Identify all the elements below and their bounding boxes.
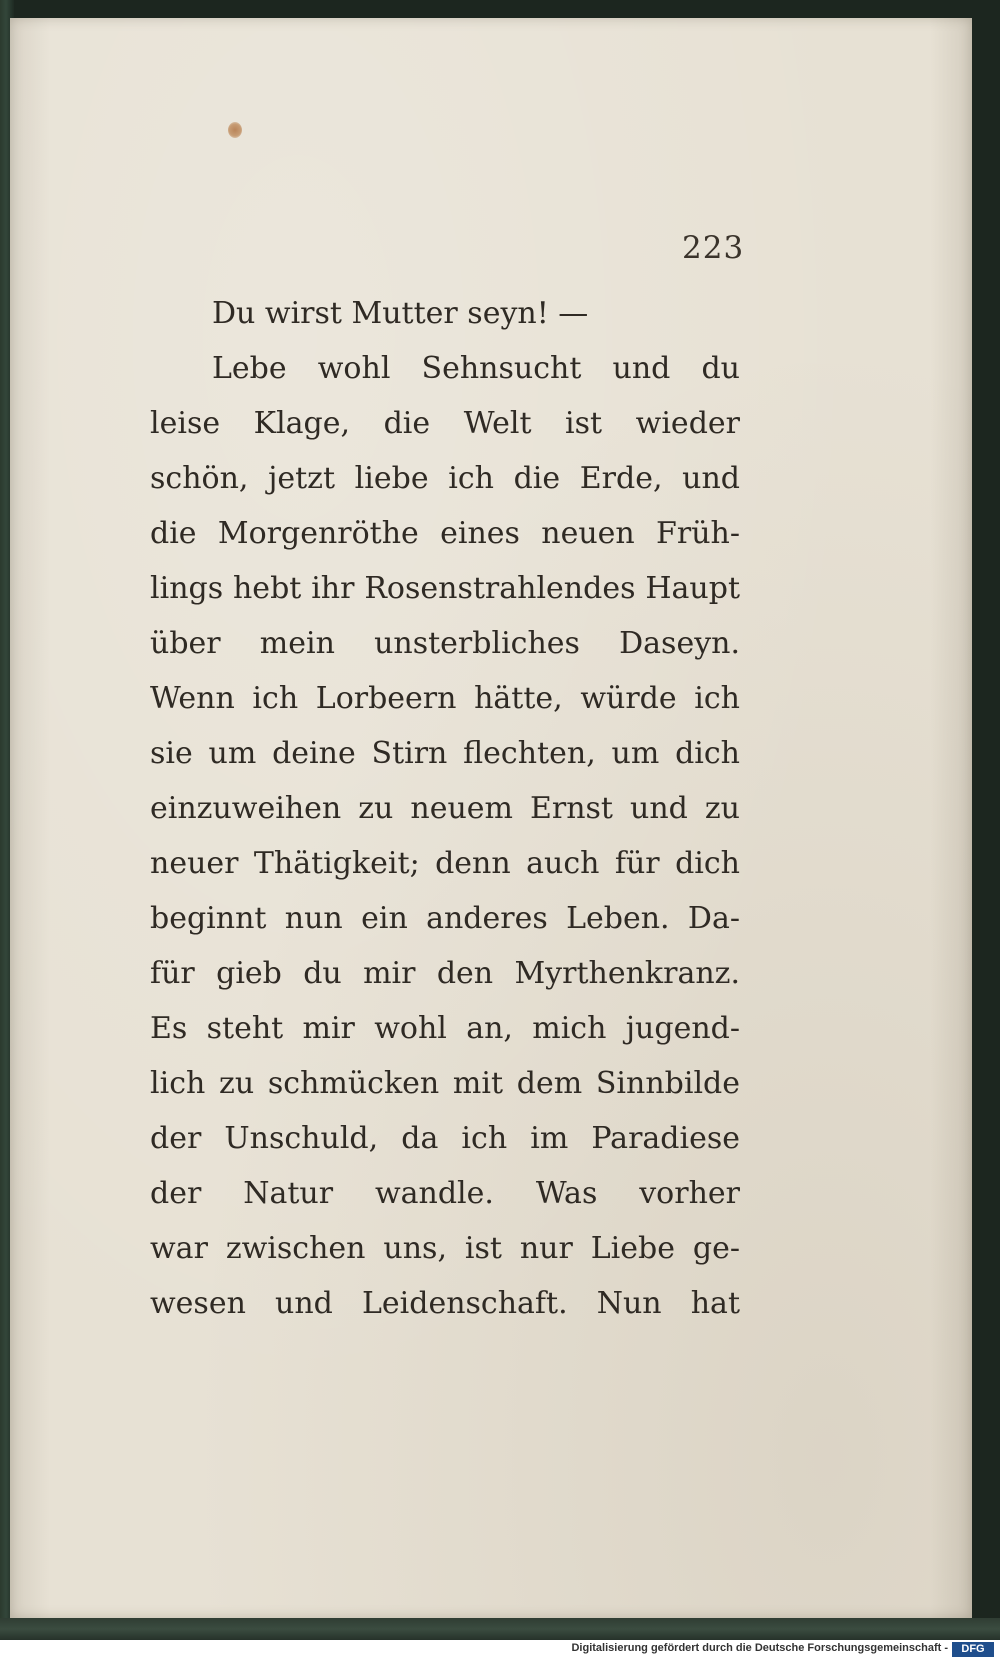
- text-line: der Natur wandle. Was vorher: [150, 1176, 740, 1211]
- text-line: wesen und Leidenschaft. Nun hat: [150, 1286, 740, 1321]
- page-number: 223: [682, 230, 745, 266]
- body-text: [150, 286, 740, 1331]
- text-line: schön, jetzt liebe ich die Erde, und: [150, 461, 740, 496]
- text-line: war zwischen uns, ist nur Liebe ge-: [150, 1231, 740, 1266]
- text-line: lich zu schmücken mit dem Sinnbilde: [150, 1066, 740, 1101]
- text-line: für gieb du mir den Myrthenkranz.: [150, 956, 740, 991]
- text-line: einzuweihen zu neuem Ernst und zu: [150, 791, 740, 826]
- book-cover-edge: [0, 1618, 1000, 1640]
- text-line: Wenn ich Lorbeern hätte, würde ich: [150, 681, 740, 716]
- text-line: lings hebt ihr Rosenstrahlendes Haupt: [150, 571, 740, 606]
- text-line: neuer Thätigkeit; denn auch für dich: [150, 846, 740, 881]
- text-line: die Morgenröthe eines neuen Früh-: [150, 516, 740, 551]
- text-line: über mein unsterbliches Daseyn.: [150, 626, 740, 661]
- text-line: Du wirst Mutter seyn! —: [212, 296, 589, 331]
- digitization-credit: Digitalisierung gefördert durch die Deutsche Forschungsgemeinschaft -: [571, 1642, 948, 1654]
- text-line: Es steht mir wohl an, mich jugend-: [150, 1011, 740, 1046]
- text-line: beginnt nun ein anderes Leben. Da-: [150, 901, 740, 936]
- text-line: leise Klage, die Welt ist wieder: [150, 406, 740, 441]
- text-line: sie um deine Stirn flechten, um dich: [150, 736, 740, 771]
- foxing-stain: [228, 122, 242, 138]
- text-line: Lebe wohl Sehnsucht und du: [212, 351, 740, 386]
- text-line: der Unschuld, da ich im Paradiese: [150, 1121, 740, 1156]
- book-page: [10, 18, 972, 1618]
- dfg-logo: DFG: [952, 1642, 994, 1657]
